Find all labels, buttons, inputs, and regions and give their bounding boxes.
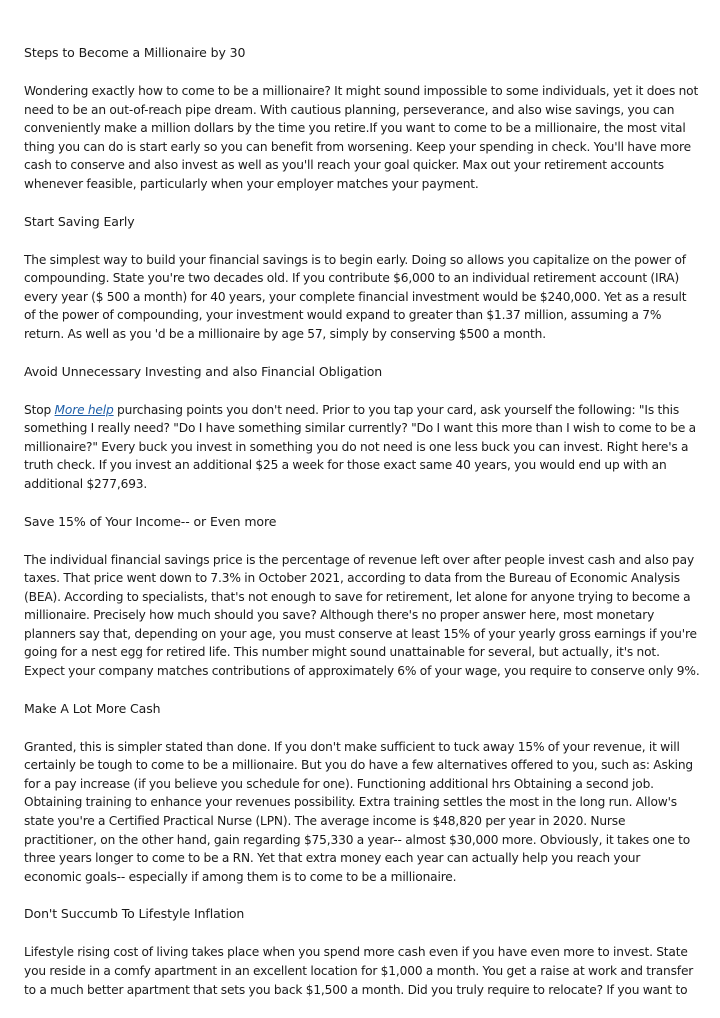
more-help-link[interactable]: More help bbox=[54, 402, 114, 417]
section-heading-make-more-cash: Make A Lot More Cash bbox=[24, 700, 161, 716]
body-text-before-link: Stop bbox=[24, 402, 55, 417]
section-heading-avoid-investing: Avoid Unnecessary Investing and also Financial Obligation bbox=[24, 363, 383, 379]
section-body-save-income: The individual financial savings price is the percentage of revenue left over after people invest cash and also pay taxes. That price went down to 7.3% in October 2021, according to data from the Bureau of Economic Analysis (BEA). According to specialists, that's not enough to save for retirement, let alone for anyone trying to become a millionaire. Precisely how much should you save? Although there's no proper answer here, most monetary planners say that, depending on your age, you must conserve at least 15% of your yearly gross earnings if you're going for a nest egg for retired life. This number might sound unattainable for several, but actually, it's not. Expect your company matches contributions of approximately 6% of your wage, you require to conserve only 9%. bbox=[24, 552, 700, 679]
intro-paragraph: Wondering exactly how to come to be a millionaire? It might sound impossible to some individuals, yet it does not need to be an out-of-reach pipe dream. With cautious planning, perseverance, and also wise savings, you can conveniently make a million dollars by the time you retire.If you want to come to be a millionaire, the most vital thing you can do is start early so you can benefit from worsening. Keep your spending in check. You'll have more cash to conserve and also invest as well as you'll reach your goal quicker. Max out your retirement accounts whenever feasible, particularly when your employer matches your payment. bbox=[24, 84, 699, 191]
section-heading-lifestyle-inflation: Don't Succumb To Lifestyle Inflation bbox=[24, 906, 245, 922]
section-heading-start-saving: Start Saving Early bbox=[24, 213, 135, 229]
section-heading-save-income: Save 15% of Your Income-- or Even more bbox=[24, 513, 277, 529]
section-body-avoid-investing bbox=[24, 401, 700, 494]
section-body-lifestyle-inflation: Lifestyle rising cost of living takes place when you spend more cash even if you have even more to invest. State you reside in a comfy apartment in an excellent location for $1,000 a month. You get a raise at work and transfer to a much better apartment that sets you back $1,500 a month. Did you truly require to relocate? If you want to bbox=[24, 945, 694, 997]
document-content bbox=[24, 44, 700, 999]
section-body-make-more-cash: Granted, this is simpler stated than done. If you don't make sufficient to tuck away 15% of your revenue, it will certainly be tough to come to be a millionaire. But you do have a few alternatives offered to you, such as: Asking for a pay increase (if you believe you schedule for one). Functioning additional hrs Obtaining a second job. Obtaining training to enhance your revenues possibility. Extra training settles the most in the long run. Allow's state you're a Certified Practical Nurse (LPN). The average income is $48,820 per year in 2020. Nurse practitioner, on the other hand, gain regarding $75,330 a year-- almost $30,000 more. Obviously, it takes one to three years longer to come to be a RN. Yet that extra money each year can actually help you reach your economic goals-- especially if among them is to come to be a millionaire. bbox=[24, 739, 693, 884]
body-text-after-link: purchasing points you don't need. Prior to you tap your card, ask yourself the following: "Is this something I really need? "Do I have something similar currently? "Do I want this more than I wish to come to be a millionaire?" Every buck you invest in something you do not need is one less buck you can invest. Right here's a truth check. If you invest an additional $25 a week for those exact same 40 years, you would end up with an additional $277,693. bbox=[24, 402, 696, 491]
section-body-start-saving: The simplest way to build your financial savings is to begin early. Doing so allows you capitalize on the power of compounding. State you're two decades old. If you contribute $6,000 to an individual retirement account (IRA) every year ($ 500 a month) for 40 years, your complete financial investment would be $240,000. Yet as a result of the power of compounding, your investment would expand to greater than $1.37 million, assuming a 7% return. As well as you 'd be a millionaire by age 57, simply by conserving $500 a month. bbox=[24, 252, 687, 341]
document-title: Steps to Become a Millionaire by 30 bbox=[24, 45, 246, 60]
